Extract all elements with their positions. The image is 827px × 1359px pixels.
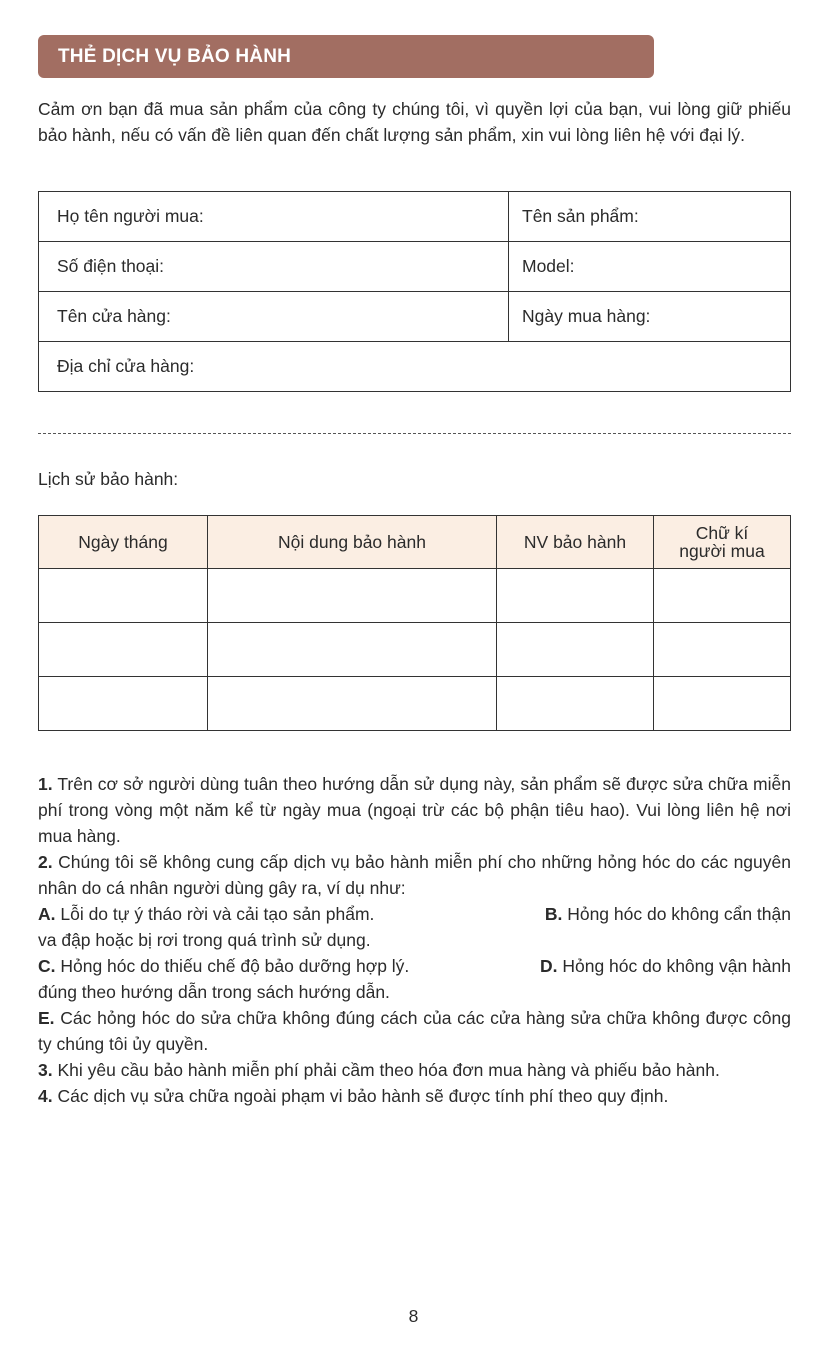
term-letter: B. — [544, 904, 563, 924]
table-cell[interactable] — [39, 623, 208, 677]
term-b — [545, 901, 791, 927]
term-text: Lỗi do tự ý tháo rời và cải tạo sản phẩm. — [55, 904, 375, 924]
term-number: 2. — [38, 852, 53, 872]
purchase-date-field[interactable]: Ngày mua hàng: — [509, 292, 791, 342]
term-text: Hỏng hóc do không cẩn thận — [562, 904, 791, 924]
term-letter: A. — [38, 904, 56, 924]
term-number: 4. — [38, 1086, 53, 1106]
table-row — [39, 569, 791, 623]
term-4 — [38, 1083, 791, 1109]
term-e — [38, 1005, 791, 1057]
table-cell[interactable] — [208, 677, 497, 731]
term-letter: D. — [539, 956, 558, 976]
warranty-history-table — [38, 515, 791, 731]
col-header-staff: NV bảo hành — [497, 516, 654, 569]
history-label: Lịch sử bảo hành: — [38, 469, 179, 489]
term-b-continued: va đập hoặc bị rơi trong quá trình sử dụng. — [38, 930, 371, 950]
term-number: 1. — [38, 774, 53, 794]
term-text: Các hỏng hóc do sửa chữa không đúng cách của các cửa hàng sửa chữa không được công ty chúng tôi ủy quyền. — [38, 1008, 791, 1054]
table-cell[interactable] — [208, 569, 497, 623]
product-name-field[interactable]: Tên sản phẩm: — [509, 192, 791, 242]
term-text: Khi yêu cầu bảo hành miễn phí phải cầm theo hóa đơn mua hàng và phiếu bảo hành. — [52, 1060, 720, 1080]
term-ab-row — [38, 901, 791, 927]
term-text: Các dịch vụ sửa chữa ngoài phạm vi bảo hành sẽ được tính phí theo quy định. — [52, 1086, 669, 1106]
term-text: Trên cơ sở người dùng tuân theo hướng dẫn sử dụng này, sản phẩm sẽ được sửa chữa miễn phí trong vòng một năm kể từ ngày mua (ngoại trừ các bộ phận tiêu hao). Vui lòng liên hệ nơi mua hàng. — [38, 774, 791, 846]
table-cell[interactable] — [497, 623, 654, 677]
store-name-field[interactable]: Tên cửa hàng: — [39, 292, 509, 342]
signature-header-line2: người mua — [679, 541, 765, 561]
intro-text: Cảm ơn bạn đã mua sản phẩm của công ty chúng tôi, vì quyền lợi của bạn, vui lòng giữ phiếu bảo hành, nếu có vấn đề liên quan đến chất lượng sản phẩm, xin vui lòng liên hệ với đại lý. — [38, 99, 791, 145]
table-row — [39, 677, 791, 731]
term-c — [38, 953, 409, 979]
buyer-name-field[interactable]: Họ tên người mua: — [39, 192, 509, 242]
term-text: Hỏng hóc do thiếu chế độ bảo dưỡng hợp lý. — [55, 956, 410, 976]
term-1 — [38, 771, 791, 849]
term-cd-row — [38, 953, 791, 979]
cut-line-divider — [38, 433, 791, 434]
table-cell[interactable] — [654, 623, 791, 677]
term-3 — [38, 1057, 791, 1083]
table-cell[interactable] — [497, 569, 654, 623]
table-cell[interactable] — [208, 623, 497, 677]
col-header-content: Nội dung bảo hành — [208, 516, 497, 569]
term-d-continued: đúng theo hướng dẫn trong sách hướng dẫn. — [38, 982, 390, 1002]
warranty-terms — [38, 771, 791, 1109]
page-number: 8 — [408, 1306, 419, 1326]
store-address-field[interactable]: Địa chỉ cửa hàng: — [39, 342, 791, 392]
table-cell[interactable] — [497, 677, 654, 731]
term-text: Chúng tôi sẽ không cung cấp dịch vụ bảo hành miễn phí cho những hỏng hóc do các nguyên nhân do cá nhân người dùng gây ra, ví dụ như: — [38, 852, 791, 898]
table-cell[interactable] — [39, 569, 208, 623]
col-header-signature — [654, 516, 791, 569]
model-field[interactable]: Model: — [509, 242, 791, 292]
term-text: Hỏng hóc do không vận hành — [557, 956, 791, 976]
table-cell[interactable] — [39, 677, 208, 731]
table-row — [39, 623, 791, 677]
buyer-info-table — [38, 191, 791, 392]
signature-header-line1: Chữ kí — [695, 523, 749, 543]
term-letter: E. — [38, 1008, 55, 1028]
col-header-date: Ngày tháng — [39, 516, 208, 569]
phone-field[interactable]: Số điện thoại: — [39, 242, 509, 292]
term-number: 3. — [38, 1060, 53, 1080]
term-2 — [38, 849, 791, 901]
term-a — [38, 901, 374, 927]
table-cell[interactable] — [654, 677, 791, 731]
card-title: THẺ DỊCH VỤ BẢO HÀNH — [38, 35, 654, 78]
table-cell[interactable] — [654, 569, 791, 623]
term-d — [540, 953, 791, 979]
term-letter: C. — [38, 956, 56, 976]
